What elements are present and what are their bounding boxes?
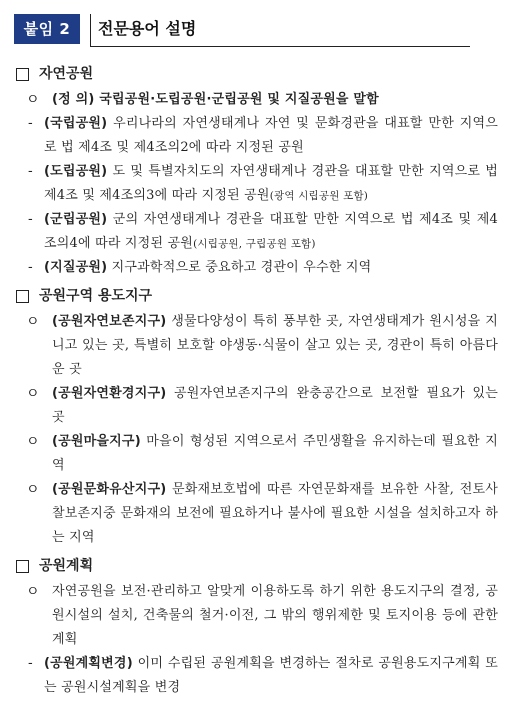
item-text [52, 382, 498, 430]
dash-bullet-icon: - [28, 164, 33, 179]
term-label: (공원자연환경지구) [52, 386, 167, 401]
section-title: 공원계획 [39, 558, 94, 574]
title-divider [90, 14, 91, 46]
document-title: 전문용어 설명 [98, 19, 197, 38]
description-text: 공원자연보존지구의 완충공간으로 보전할 필요가 있는 곳 [52, 386, 498, 425]
circle-bullet-icon: ㅇ [26, 92, 40, 108]
dash-bullet-icon: - [28, 116, 33, 131]
description-text: 자연공원을 보전·관리하고 알맞게 이용하도록 하기 위한 용도지구의 결정, 공원시설의 설치, 건축물의 철거·이전, 그 밖의 행위제한 및 토지이용 등에 관한 계획 [52, 584, 498, 647]
description-text: 군의 자연생태계나 경관을 대표할 만한 지역으로 법 제4조 및 제4조의4에 따라 지정된 공원 [44, 212, 498, 251]
item-text [44, 652, 498, 700]
term-label: (군립공원) [44, 212, 108, 227]
item-text [52, 580, 498, 652]
dash-bullet-icon: - [28, 212, 33, 227]
section-title: 자연공원 [39, 66, 94, 82]
term-label: (국립공원) [44, 116, 108, 131]
item-text [44, 256, 498, 280]
checkbox-square-icon [16, 560, 29, 573]
section-heading [16, 282, 512, 310]
list-item [16, 208, 498, 256]
circle-bullet-icon: ㅇ [26, 584, 40, 600]
note-text: (광역 시립공원 포함) [269, 190, 369, 202]
term-label: (공원계획변경) [44, 656, 133, 671]
list-item [16, 652, 498, 700]
item-text [52, 88, 498, 112]
term-label: (공원문화유산지구) [52, 482, 167, 497]
section [16, 552, 512, 700]
title-underline [90, 46, 470, 47]
list-item [26, 382, 498, 430]
description-text: 생물다양성이 특히 풍부한 곳, 자연생태계가 원시성을 지니고 있는 곳, 특별히 보호할 야생동·식물이 살고 있는 곳, 경관이 특히 아름다운 곳 [52, 314, 498, 377]
section-heading [16, 60, 512, 88]
section-heading [16, 552, 512, 580]
description-text: 도 및 특별자치도의 자연생태계나 경관을 대표할 만한 지역으로 법 제4조 및 제4조의3에 따라 지정된 공원 [44, 164, 498, 203]
circle-bullet-icon: ㅇ [26, 434, 40, 450]
section [16, 282, 512, 550]
list-item [16, 256, 498, 280]
section-title: 공원구역 용도지구 [39, 288, 153, 304]
list-item [16, 160, 498, 208]
checkbox-square-icon [16, 68, 29, 81]
list-item [26, 430, 498, 478]
dash-bullet-icon: - [28, 656, 33, 671]
term-label: (공원마을지구) [52, 434, 141, 449]
section [16, 60, 512, 280]
description-text: 우리나라의 자연생태계나 자연 및 문화경관을 대표할 만한 지역으로 법 제4조 및 제4조의2에 따라 지정된 공원 [44, 116, 498, 155]
circle-bullet-icon: ㅇ [26, 314, 40, 330]
list-item [26, 478, 498, 550]
item-text [44, 112, 498, 160]
list-item [26, 310, 498, 382]
term-label: (공원자연보존지구) [52, 314, 167, 329]
circle-bullet-icon: ㅇ [26, 482, 40, 498]
item-text [44, 160, 498, 208]
note-text: (시립공원, 구립공원 포함) [193, 238, 316, 250]
description-text: 지구과학적으로 중요하고 경관이 우수한 지역 [107, 260, 372, 275]
item-text [52, 430, 498, 478]
item-text [44, 208, 498, 256]
circle-bullet-icon: ㅇ [26, 386, 40, 402]
description-text: 마을이 형성된 지역으로서 주민생활을 유지하는데 필요한 지역 [52, 434, 498, 473]
attachment-badge: 붙임 2 [14, 14, 80, 44]
definition-text: (정 의) 국립공원·도립공원·군립공원 및 지질공원을 말함 [52, 92, 379, 107]
term-label: (지질공원) [44, 260, 108, 275]
document-body [0, 58, 512, 700]
item-text [52, 310, 498, 382]
description-text: 이미 수립된 공원계획을 변경하는 절차로 공원용도지구계획 또는 공원시설계획을 변경 [44, 656, 498, 695]
term-label: (도립공원) [44, 164, 108, 179]
dash-bullet-icon: - [28, 260, 33, 275]
checkbox-square-icon [16, 290, 29, 303]
list-item [26, 88, 498, 112]
document-header [14, 12, 470, 48]
item-text [52, 478, 498, 550]
description-text: 문화재보호법에 따른 자연문화재를 보유한 사찰, 전토사찰보존지중 문화재의 보전에 필요하거나 불사에 필요한 시설을 설치하고자 하는 지역 [52, 482, 498, 545]
list-item [26, 580, 498, 652]
list-item [16, 112, 498, 160]
